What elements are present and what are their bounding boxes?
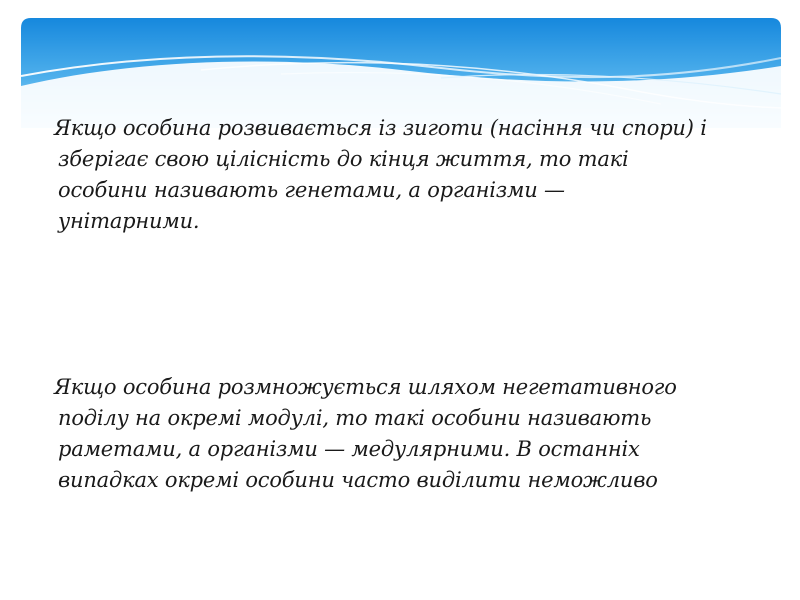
- paragraph-genets: [38, 113, 738, 237]
- paragraph-line: унітарними.: [58, 209, 200, 233]
- paragraph-line: поділу на окремі модулі, то такі особини називають: [58, 406, 652, 430]
- wave-banner-graphic: [21, 18, 781, 128]
- paragraph-line: особини називають генетами, а організми —: [58, 178, 565, 202]
- paragraph-line: Якщо особина розвивається із зиготи (насіння чи спори) і: [54, 116, 707, 140]
- paragraph-ramets: [38, 372, 738, 496]
- paragraph-line: зберігає свою цілісність до кінця життя, то такі: [58, 147, 629, 171]
- paragraph-line: Якщо особина розмножується шляхом негетативного: [54, 375, 677, 399]
- paragraph-line: раметами, а організми — медулярними. В останніх: [58, 437, 640, 461]
- header-wave-banner: [21, 18, 781, 128]
- paragraph-line: випадках окремі особини часто виділити неможливо: [58, 468, 658, 492]
